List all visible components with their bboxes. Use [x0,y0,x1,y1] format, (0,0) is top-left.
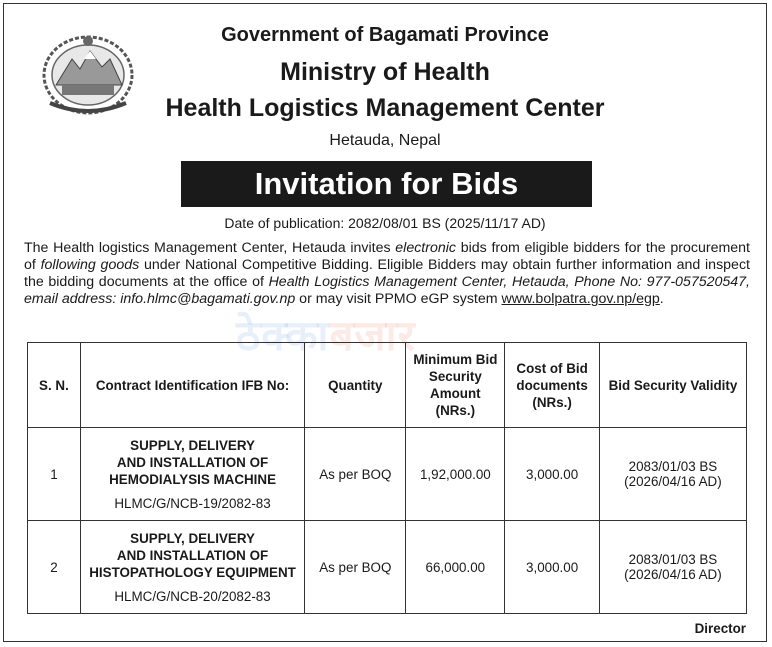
publication-date: Date of publication: 2082/08/01 BS (2025/11/17 AD) [224,215,546,231]
intro-paragraph [24,240,750,308]
header-min-bid-security: Minimum Bid Security Amount (NRs.) [406,343,505,428]
table-header-row [28,343,747,428]
item-title-line-3: HISTOPATHOLOGY EQUIPMENT [89,565,296,580]
row-validity [599,521,746,614]
table-row [28,428,747,521]
egp-link[interactable]: www.bolpatra.gov.np/egp [501,291,660,307]
government-title: Government of Bagamati Province [221,24,549,46]
row-min-bid-security: 1,92,000.00 [406,428,505,521]
intro-em-1: electronic [395,240,457,256]
intro-text-1: The Health logistics Management Center, Hetauda invites [24,240,396,256]
center-title: Health Logistics Management Center [165,94,605,122]
item-title-line-1: SUPPLY, DELIVERY [130,438,255,453]
watermark-part-1: ठेक्का [236,312,330,359]
item-title-line-3: HEMODIALYSIS MACHINE [109,472,276,487]
signatory-title: Director [694,621,746,636]
row-min-bid-security: 66,000.00 [406,521,505,614]
intro-em-2: following goods [40,257,140,273]
header-cost-of-documents: Cost of Bid documents (NRs.) [505,343,600,428]
header-quantity: Quantity [305,343,406,428]
location-text: Hetauda, Nepal [329,132,441,149]
validity-ad: (2026/04/16 AD) [624,474,722,489]
header-contract-id: Contract Identification IFB No: [80,343,304,428]
row-sn: 2 [28,521,81,614]
invitation-banner: Invitation for Bids [181,161,592,207]
row-sn: 1 [28,428,81,521]
item-ifb-number: HLMC/G/NCB-20/2082-83 [114,589,271,604]
row-cost-of-documents: 3,000.00 [505,428,600,521]
intro-text-3: under National Competitive Bidding. Eligible Bidders may obtain further information and inspect the bidding documents at the office of [24,257,750,290]
intro-em-3: Health Logistics Management Center, Hetauda, Phone No: 977-057520547, email address: info.hlmc@bagamati.gov.np [24,274,750,307]
header-sn: S. N. [28,343,81,428]
row-quantity: As per BOQ [305,521,406,614]
row-contract [80,521,304,614]
ministry-title: Ministry of Health [280,58,490,86]
intro-text-4: or may visit PPMO eGP system [295,291,502,307]
validity-bs: 2083/01/03 BS [628,459,718,474]
row-cost-of-documents: 3,000.00 [505,521,600,614]
validity-bs: 2083/01/03 BS [628,552,718,567]
bids-table [27,342,747,614]
intro-text-2: bids from eligible bidders for the procurement of [24,240,750,273]
row-contract [80,428,304,521]
item-title-line-1: SUPPLY, DELIVERY [130,531,255,546]
validity-ad: (2026/04/16 AD) [624,567,722,582]
notice-page [3,3,767,642]
watermark-part-2: बजार [329,312,416,359]
row-quantity: As per BOQ [305,428,406,521]
row-validity [599,428,746,521]
item-title-line-2: AND INSTALLATION OF [116,455,269,470]
intro-text-5: . [659,291,664,307]
item-ifb-number: HLMC/G/NCB-19/2082-83 [114,496,271,511]
table-row [28,521,747,614]
item-title-line-2: AND INSTALLATION OF [116,548,269,563]
header-bid-security-validity: Bid Security Validity [599,343,746,428]
